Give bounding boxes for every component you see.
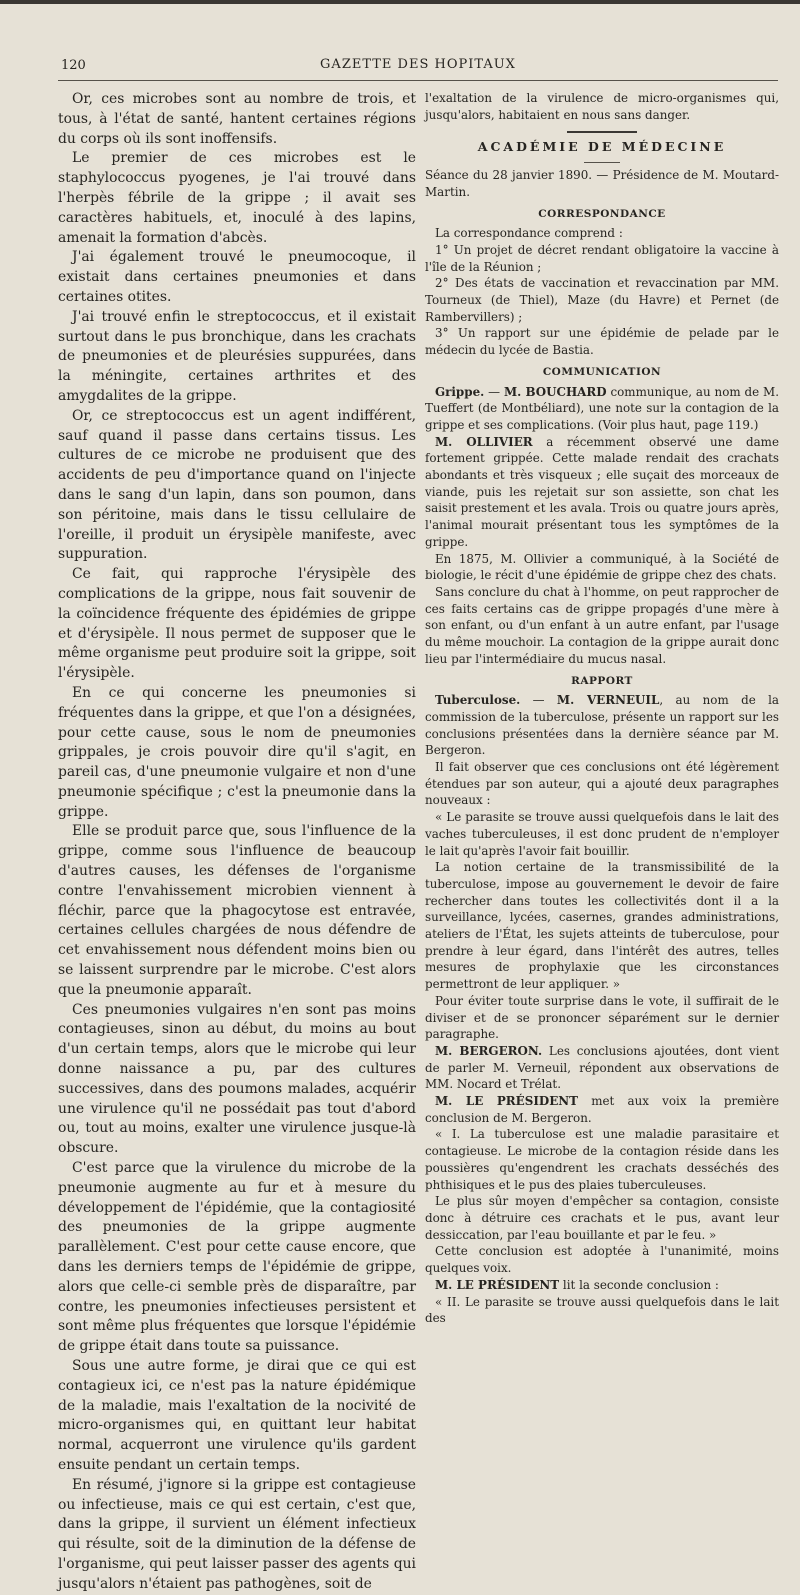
speaker-name: M. LE PRÉSIDENT: [435, 1094, 578, 1109]
paragraph: J'ai également trouvé le pneumocoque, il existait dans certaines pneumonies et dans certaines otites.: [58, 249, 416, 305]
speaker-name: M. BERGERON.: [435, 1043, 543, 1058]
paragraph: Tuberculose. — M. VERNEUIL, au nom de la commission de la tuberculose, présente un rapport sur les conclusions présentées dans la dernière séance par M. Bergeron.: [425, 693, 780, 758]
paragraph: « II. Le parasite se trouve aussi quelquefois dans le lait des: [425, 1294, 779, 1326]
paragraph: La notion certaine de la transmissibilité de la tuberculose, impose au gouvernement le devoir de faire rechercher dans toutes les collectivités dont il a la surveillance, lycées, casernes, grandes administrations, ateliers de l'État, les sujets atteints de tuberculose, pour prendre à leur égard, dans l'intérêt des autres, telles mesures de prophylaxie que les circonstances permettront de leur appliquer. »: [425, 860, 779, 992]
paragraph: [425, 1277, 779, 1294]
paragraph: En résumé, j'ignore si la grippe est contagieuse ou infectieuse, mais ce qui est certain, c'est que, dans la grippe, il survient un élément infectieux qui résulte, soit de la diminution de la défense de l'organisme, qui peut laisser passer des agents qui jusqu'alors n'étaient pas pathogènes, soit de: [58, 1476, 416, 1592]
paragraph: Or, ce streptococcus est un agent indifférent, sauf quand il passe dans certains tissus. Les cultures de ce microbe ne produisent que des accidents de peu d'importance quand on l'injecte dans le sang d'un lapin, dans son poumon, dans son péritoine, mais dans le tissu cellulaire de l'oreille, il produit un érysipèle manifeste, avec suppuration.: [58, 407, 416, 563]
paragraph-text: communique, au nom de M. Tueffert (de Montbéliard), une note sur la contagion de la grippe et ses complications. (Voir plus haut, page 119.): [425, 384, 780, 432]
paragraph: La correspondance comprend :: [435, 226, 623, 241]
session-line: Séance du 28 janvier 1890. — Présidence de M. Moutard-Martin.: [425, 168, 779, 199]
paragraph-text: Les conclusions ajoutées, dont vient de parler M. Verneuil, répondent aux observations de MM. Nocard et Trélat.: [425, 1043, 779, 1092]
list-item: 1° Un projet de décret rendant obligatoire la vaccine à l'île de la Réunion ;: [425, 242, 779, 274]
topic-label: Tuberculose.: [435, 693, 521, 708]
page-top-edge: [0, 0, 800, 4]
subheading-correspondance: CORRESPONDANCE: [538, 207, 666, 220]
page-number: 120: [61, 58, 86, 73]
speaker-name: M. LE PRÉSIDENT: [435, 1277, 560, 1292]
section-heading-academie: ACADÉMIE DE MÉDECINE: [477, 139, 727, 155]
paragraph: [425, 434, 779, 551]
section-separator: [567, 131, 637, 133]
paragraph: Elle se produit parce que, sous l'influence de la grippe, comme sous l'influence de beaucoup d'autres causes, les défenses de l'organisme contre l'envahissement microbien viennent à fléchir, parce que la phagocytose est entravée, certaines cellules chargées de nous défendre de cet envahissement nous défendent moins bien ou se laissent surprendre par le microbe. C'est alors que la pneumonie apparaît.: [58, 823, 416, 998]
speaker-name: M. BOUCHARD: [503, 384, 607, 399]
paragraph: En 1875, M. Ollivier a communiqué, à la Société de biologie, le récit d'une épidémie de grippe chez des chats.: [425, 551, 779, 583]
speaker-name: M. VERNEUIL: [556, 693, 660, 708]
topic-label: Grippe.: [435, 384, 485, 399]
paragraph-text: a récemment observé une dame fortement grippée. Cette malade rendait des crachats abondants et très visqueux ; elle suçait des morceaux de viande, puis les rejetait sur son assiette, son chat les saisit prestement et les avala. Trois ou quatre jours après, l'animal mourait présentant tous les symptômes de la grippe.: [425, 434, 779, 549]
paragraph: Le plus sûr moyen d'empêcher sa contagion, consiste donc à détruire ces crachats et le pus, avant leur dessiccation, par l'eau bouillante et par le feu. »: [425, 1194, 779, 1242]
paragraph: Ce fait, qui rapproche l'érysipèle des complications de la grippe, nous fait souvenir de la coïncidence fréquente des épidémies de grippe et d'érysipèle. Il nous permet de supposer que le même organisme peut produire soit la grippe, soit l'érysipèle.: [58, 566, 416, 682]
paragraph: [425, 1043, 779, 1093]
paragraph: Ces pneumonies vulgaires n'en sont pas moins contagieuses, sinon au début, du moins au bout d'un certain temps, alors que le microbe qui leur donne naissance a pu, par des cultures successives, dans des poumons malades, acquérir une virulence qu'il ne possédait pas tout d'abord ou, tout au moins, exalter une virulence jusque-là obscure.: [58, 1001, 416, 1157]
paragraph-text: , au nom de la commission de la tuberculose, présente un rapport sur les conclusions présentées dans la dernière séance par M. Bergeron.: [425, 693, 780, 758]
speaker-name: M. OLLIVIER: [435, 434, 533, 449]
journal-title: GAZETTE DES HOPITAUX: [320, 57, 516, 72]
paragraph: Pour éviter toute surprise dans le vote, il suffirait de le diviser et de se prononcer séparément sur le dernier paragraphe.: [425, 993, 779, 1042]
paragraph: Sous une autre forme, je dirai que ce qui est contagieux ici, ce n'est pas la nature épidémique de la maladie, mais l'exaltation de la nocivité de micro-organismes qui, en quittant leur habitat normal, acquerront une virulence qu'ils gardent ensuite pendant un certain temps.: [58, 1358, 416, 1473]
paragraph-text: met aux voix la première conclusion de M. Bergeron.: [425, 1094, 780, 1125]
page-header: [58, 56, 778, 78]
paragraph-text: lit la seconde conclusion :: [562, 1277, 719, 1292]
continued-paragraph: l'exaltation de la virulence de micro-organismes qui, jusqu'alors, habitaient en nous sans danger.: [425, 91, 779, 122]
paragraph: Grippe. — M. BOUCHARD communique, au nom de M. Tueffert (de Montbéliard), une note sur la contagion de la grippe et ses complications. (Voir plus haut, page 119.): [425, 384, 780, 432]
left-column: [58, 90, 416, 1592]
paragraph: En ce qui concerne les pneumonies si fréquentes dans la grippe, et que l'on a désignées, pour cette cause, sous le nom de pneumonies grippales, je crois pouvoir dire qu'il s'agit, en pareil cas, d'une pneumonie vulgaire et non d'une pneumonie spécifique ; c'est la pneumonie dans la grippe.: [58, 684, 416, 820]
paragraph: J'ai trouvé enfin le streptococcus, et il existait surtout dans le pus bronchique, dans les crachats de pneumonies et de pleurésies suppurées, dans la méningite, certaines arthrites et des amygdalites de la grippe.: [58, 308, 416, 404]
right-column: [425, 90, 780, 1326]
paragraph: « I. La tuberculose est une maladie parasitaire et contagieuse. Le microbe de la contagion réside dans les poussières qu'engendrent les crachats desséchés des phthisiques et le pus des plaies tuberculeuses.: [425, 1127, 779, 1192]
paragraph: Sans conclure du chat à l'homme, on peut rapprocher de ces faits certains cas de grippe propagés d'une mère à son enfant, ou d'un enfant à un autre enfant, par l'usage du même mouchoir. La contagion de la grippe aurait donc lieu par l'intermédiaire du mucus nasal.: [425, 584, 779, 666]
paragraph: Cette conclusion est adoptée à l'unanimité, moins quelques voix.: [425, 1244, 779, 1276]
list-item: 2° Des états de vaccination et revaccination par MM. Tourneux (de Thiel), Maze (du Havre) et Pernet (de Rambervillers) ;: [425, 276, 779, 324]
paragraph: Or, ces microbes sont au nombre de trois, et tous, à l'état de santé, hantent certaines régions du corps où ils sont inoffensifs.: [58, 91, 416, 147]
subheading-rapport: RAPPORT: [571, 674, 633, 687]
list-item: 3° Un rapport sur une épidémie de pelade par le médecin du lycée de Bastia.: [425, 326, 779, 358]
header-rule: [58, 80, 778, 81]
heading-rule: [584, 162, 620, 163]
paragraph: Le premier de ces microbes est le staphylococcus pyogenes, je l'ai trouvé dans l'herpès fébrile de la grippe ; il avait ses caractères habituels, et, inoculé à des lapins, amenait la formation d'abcès.: [58, 150, 416, 246]
paragraph: Il fait observer que ces conclusions ont été légèrement étendues par son auteur, qui a ajouté deux paragraphes nouveaux :: [425, 760, 779, 808]
paragraph: « Le parasite se trouve aussi quelquefois dans le lait des vaches tuberculeuses, il est donc prudent de n'employer le lait qu'après l'avoir fait bouillir.: [425, 810, 779, 858]
paragraph: [425, 1093, 779, 1126]
subheading-communication: COMMUNICATION: [542, 365, 662, 378]
paragraph: C'est parce que la virulence du microbe de la pneumonie augmente au fur et à mesure du développement de l'épidémie, que la contagiosité des pneumonies de la grippe augmente parallèlement. C'est pour cette cause encore, que dans les derniers temps de l'épidémie de grippe, alors que celle-ci semble près de disparaître, par contre, les pneumonies infectieuses persistent et sont même plus fréquentes que lorsque l'épidémie de grippe était dans toute sa puissance.: [58, 1160, 416, 1355]
